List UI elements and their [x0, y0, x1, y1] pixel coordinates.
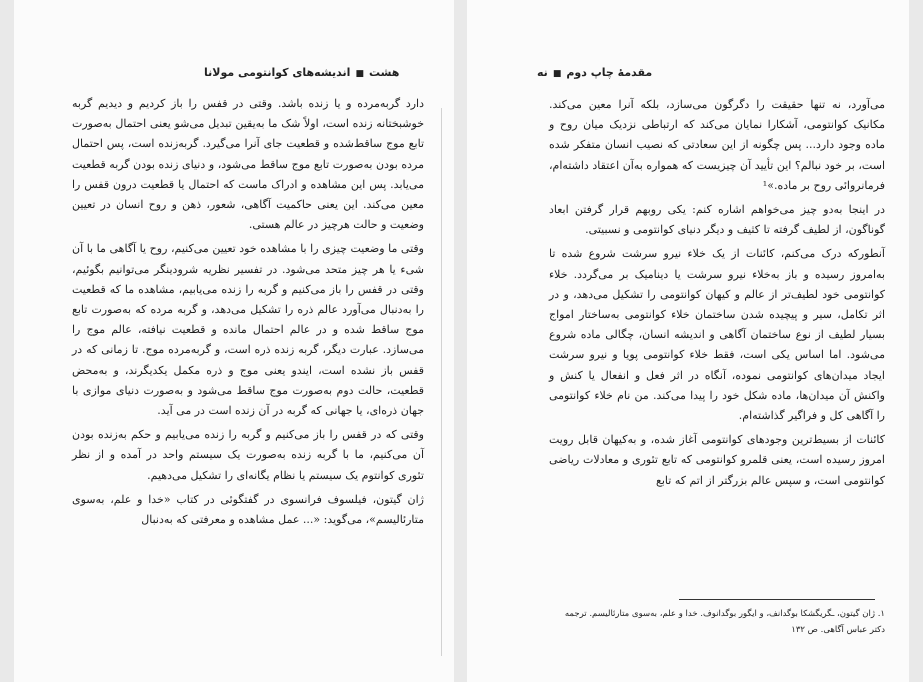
left-page: [14, 0, 454, 682]
page-edge-shadow: [441, 108, 442, 656]
header-separator-icon: ■: [552, 69, 562, 79]
paragraph: می‌آورد، نه تنها حقیقت را دگرگون می‌سازد، بلکه آنرا معین می‌کند. مکانیک کوانتومی، آشکارا نمایان می‌کند که ارتباطی نزدیک میان روح و ماده وجود دارد... پس چگونه از این سعادتی که نصیب انسان متفکر شده است، بر خود نبالم؟ این تأیید آن چیزیست که همواره به‌آن اعتقاد داشته‌ام، فرمانروائی روح بر ماده.»¹: [549, 98, 885, 192]
header-separator-icon: ■: [355, 69, 364, 79]
right-page: [467, 0, 909, 682]
paragraph: آنطورکه درک می‌کنم، کائنات از یک خلاء نیرو سرشت شروع شده تا به‌امروز رسیده و باز به‌خلاء نیرو سرشت یا دینامیک بر می‌گردد. خلاء کوانتومی خود لطیف‌تر از عالم و کیهان کوانتومی را تشکیل می‌دهد، و در اثر تکامل، سیر و پیچیده شدن ساختمان خلاء کوانتومی به‌ساختار امواج بسیار لطیف از نوع ساختمان آگاهی و اندیشه انسان، چگالی ماده شروع می‌شود. اما اساس یکی است، فقط خلاء کوانتومی پویا و نیرو سرشت ایجاد میدان‌های کوانتومی نموده، آنگاه در اثر فعل و انفعال یا کنش و واکنش آن میدان‌ها، ماده شکل خود را پیدا می‌کند. من نام خلاء کوانتومی را آگاهی کل و فراگیر گذاشته‌ام.: [549, 247, 885, 423]
paragraph: وقتی که در قفس را باز می‌کنیم و گربه را زنده می‌یابیم و حکم به‌زنده بودن آن می‌کنیم، ما با گربه زنده به‌صورت یک سیستم واحد در آمده و از نظر تئوری کوانتوم یک سیستم یا نظام یگانه‌ای را تشکیل می‌دهیم.: [72, 428, 424, 482]
footnote: ۱. ژان گیتون، ـگریگشکا بوگدانف، و ایگور بوگدانوف. خدا و علم، به‌سوی متارئالیسم. ترجمه دکتر عباس آگاهی. ص ۱۳۲: [564, 609, 885, 635]
left-page-running-title: اندیشه‌های کوانتومی مولانا: [204, 66, 351, 79]
paragraph: در اینجا به‌دو چیز می‌خواهم اشاره کنم: یکی روبهم قرار گرفتن ابعاد گوناگون، از لطیف گرفته تا کثیف و دیگر دنیای کوانتومی و نسبیتی.: [549, 203, 885, 237]
right-page-header: [537, 66, 652, 79]
right-page-number: نه: [537, 66, 548, 79]
footnotes: [549, 606, 885, 638]
paragraph: کائنات از بسیط‌ترین وجودهای کوانتومی آغاز شده، و به‌کیهان قابل رویت امروز رسیده است، یعنی قلمرو کوانتومی که تابع تئوری و معادلات ریاضی کوانتومی است، و سپس عالم بزرگتر از اتم که تابع: [549, 433, 885, 487]
footnote-divider: [679, 599, 875, 600]
paragraph: ژان گیتون، فیلسوف فرانسوی در گفتگوئی در کتاب «خدا و علم، به‌سوی متارئالیسم»، می‌گوید: «... عمل مشاهده و معرفتی که به‌دنبال: [72, 492, 424, 527]
right-page-body: [549, 95, 885, 491]
left-page-number: هشت: [368, 66, 400, 79]
paragraph: وقتی ما وضعیت چیزی را با مشاهده خود تعیین می‌کنیم، روح یا آگاهی ما با آن شیء یا هر چیز متحد می‌شود. در تفسیر نظریه شرودینگر می‌توانیم بگوئیم، وقتی در قفس را باز می‌کنیم و گربه را زنده می‌یابیم، مشاهده ما که قطعیت را به‌دنبال می‌آورد عالم ذره را تشکیل می‌دهد، و گربه مرده که به‌صورت تابع موج ساقط شده و در عالم احتمال مانده و قطعیت نیافته، عالم موج را می‌سازد. عبارت دیگر، گربه زنده ذره است، و گربه‌مرده موج. تا زمانی که در قفس باز نشده است، ایندو یعنی موج و ذره مکمل یکدیگرند، و به‌محض قطعیت، حالت دوم به‌صورت موج ساقط می‌شود و به‌صورت دنیای موازی با جهان ذره‌ای، یا جهانی که گربه در آن زنده است در می آید.: [72, 242, 424, 418]
left-page-header: [204, 66, 399, 79]
right-page-running-title: مقدمهٔ چاپ دوم: [566, 66, 653, 79]
paragraph: دارد گربه‌مرده و یا زنده باشد. وقتی در قفس را باز کردیم و دیدیم گربه خوشبختانه زنده است، اولاً شک ما به‌یقین تبدیل می‌شو یعنی احتمال به‌صورت تابع موج ساقط‌شده و قطعیت جای آنرا می‌گیرد. گربه‌زنده است، پس احتمال مرده بودن به‌صورت تابع موج ساقط می‌شود، و دنیای زنده بودن گربه قطعیت می‌یابد. پس این مشاهده و ادراک ماست که احتمال یا قطعیت درون قفس را معین می‌کند. این یعنی حاکمیت آگاهی، شعور، ذهن و روح انسان در تعیین وضعیت و حالت هرچیز در عالم هستی.: [72, 97, 424, 232]
left-page-body: [72, 94, 424, 530]
